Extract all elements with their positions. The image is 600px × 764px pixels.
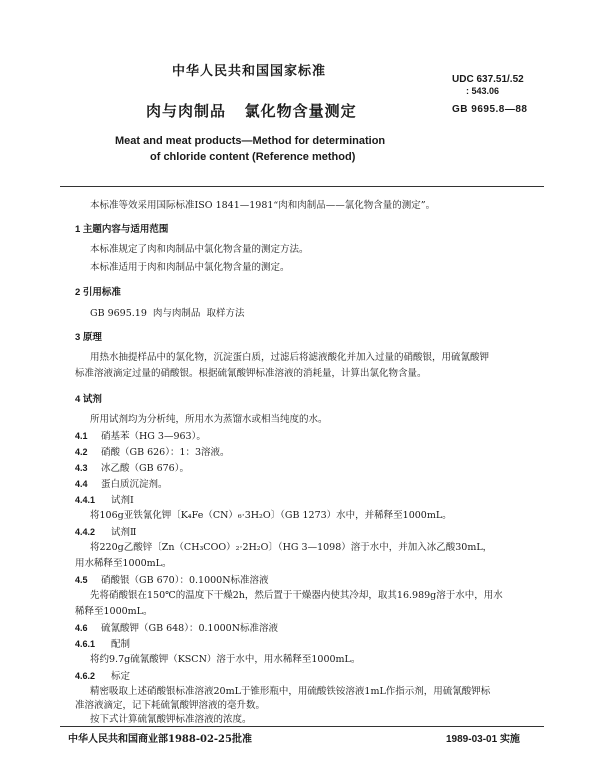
section-3-para-line2: 标准溶液滴定过量的硝酸银。根据硫氰酸钾标准溶液的消耗量，计算出氯化物含量。 [75,368,427,379]
document-title-cn: 肉与肉制品 氯化物含量测定 [146,102,357,120]
approval-line: 中华人民共和国商业部1988-02-25批准 [68,734,252,745]
item-4-6-1-text: 配制 [111,639,131,650]
item-4-1 [75,428,206,445]
item-4-6-1 [75,636,130,653]
item-4-6-text: 硫氰酸钾（GB 648）：0.1000N标准溶液 [101,623,279,634]
item-4-1-number: 4.1 [75,431,88,441]
item-4-4-1-para: 将106g亚铁氰化钾〔K₄Fe（CN）₆·3H₂O〕（GB 1273）水中，并稀释至1000mL。 [90,510,452,521]
section-2-para-1: GB 9695.19 肉与肉制品 取样方法 [90,308,245,319]
item-4-2 [75,444,230,461]
item-4-4-2-text: 试剂Ⅱ [111,527,137,538]
document-title-en-line2: of chloride content (Reference method) [150,151,356,163]
standard-code: GB 9695.8—88 [452,104,528,115]
udc-code-line2: : 543.06 [466,86,500,96]
item-4-3-text: 冰乙酸（GB 676）。 [101,463,189,474]
section-3-title: 3 原理 [75,332,102,343]
item-4-3-number: 4.3 [75,463,88,473]
item-4-5-para-line1: 先将硝酸银在150℃的温度下干燥2h，然后置于干燥器内使其冷却，取其16.989g溶于水中，用水 [90,590,503,601]
item-4-4-text: 蛋白质沉淀剂。 [101,479,168,490]
footer-divider [60,726,544,727]
item-4-4-2-para-line2: 用水稀释至1000mL。 [75,558,172,569]
item-4-4-number: 4.4 [75,479,88,489]
item-4-4-1 [75,492,134,509]
item-4-6-1-para: 将约9.7g硫氰酸钾（KSCN）溶于水中，用水稀释至1000mL。 [90,654,361,665]
item-4-6-2 [75,668,130,685]
header-divider [60,186,544,187]
item-4-6-2-number: 4.6.2 [75,671,96,681]
item-4-4-2-number: 4.4.2 [75,527,96,537]
item-4-5-text: 硝酸银（GB 670）：0.1000N标准溶液 [101,575,269,586]
udc-code-line1: UDC 637.51/.52 [452,74,524,85]
item-4-4-1-text: 试剂Ⅰ [111,495,134,506]
item-4-6 [75,620,278,637]
section-4-title: 4 试剂 [75,394,102,405]
item-4-6-2-para-line1: 精密吸取上述硝酸银标准溶液20mL于锥形瓶中，用硫酸铁铵溶液1mL作指示剂，用硫氰酸钾标 [90,686,491,697]
implementation-date: 1989-03-01 [446,734,498,745]
item-4-6-2-para-line3: 按下式计算硫氰酸钾标准溶液的浓度。 [90,714,252,725]
section-4-intro: 所用试剂均为分析纯，所用水为蒸馏水或相当纯度的水。 [90,414,328,425]
document-title-en-line1: Meat and meat products—Method for determination [115,135,386,147]
implementation-line [446,730,520,745]
item-4-4 [75,476,168,493]
section-3-para-line1: 用热水抽提样品中的氯化物，沉淀蛋白质，过滤后将滤液酸化并加入过量的硝酸银，用硫氰酸钾 [90,352,490,363]
item-4-6-number: 4.6 [75,623,88,633]
section-1-title: 1 主题内容与适用范围 [75,224,169,235]
item-4-5 [75,572,269,589]
issuing-org: 中华人民共和国国家标准 [172,64,327,79]
implementation-label: 实施 [499,734,520,745]
section-1-para-1: 本标准规定了肉和肉制品中氯化物含量的测定方法。 [90,244,309,255]
section-2-title: 2 引用标准 [75,287,121,298]
item-4-4-2 [75,524,136,541]
item-4-6-2-text: 标定 [111,671,131,682]
item-4-5-number: 4.5 [75,575,88,585]
item-4-3 [75,460,189,477]
item-4-1-text: 硝基苯（HG 3—963）。 [101,431,206,442]
item-4-5-para-line2: 稀释至1000mL。 [75,606,153,617]
item-4-4-2-para-line1: 将220g乙酸锌〔Zn（CH₃COO）₂·2H₂O〕（HG 3—1098）溶于水中，并加入冰乙酸30mL， [90,542,493,553]
item-4-2-number: 4.2 [75,447,88,457]
intro-paragraph: 本标准等效采用国际标准ISO 1841—1981“肉和肉制品——氯化物含量的测定”。 [90,200,436,211]
item-4-4-1-number: 4.4.1 [75,495,96,505]
item-4-6-1-number: 4.6.1 [75,639,96,649]
section-1-para-2: 本标准适用于肉和肉制品中氯化物含量的测定。 [90,262,290,273]
item-4-2-text: 硝酸（GB 626）：1：3溶液。 [101,447,230,458]
item-4-6-2-para-line2: 准溶液滴定，记下耗硫氰酸钾溶液的毫升数。 [75,700,266,711]
